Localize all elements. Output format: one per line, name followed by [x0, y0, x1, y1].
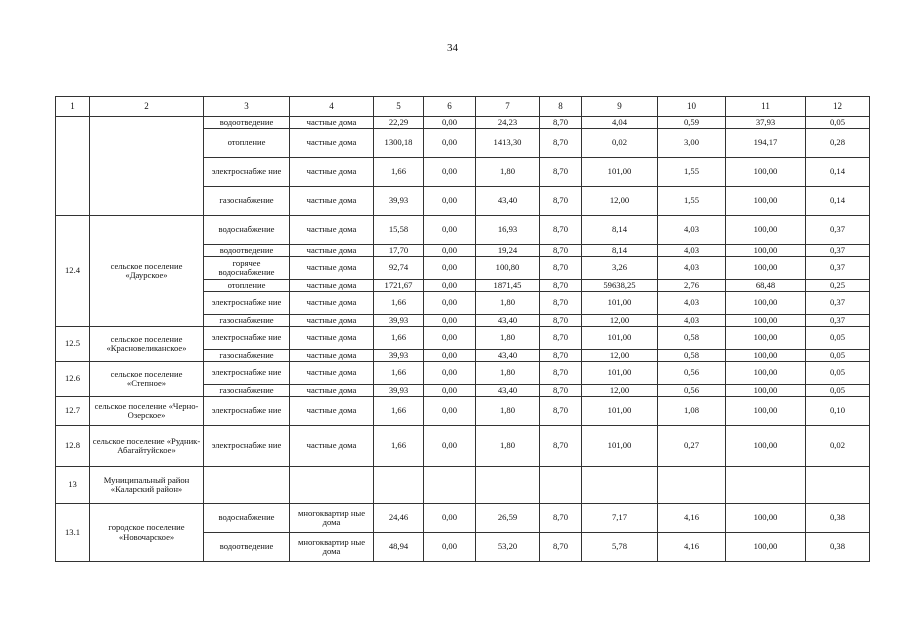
table-row: [56, 327, 870, 350]
value-cell: 0,14: [806, 158, 870, 187]
value-cell: 1,66: [374, 397, 424, 426]
value-cell: 0,00: [424, 129, 476, 158]
table-row: [56, 362, 870, 385]
value-cell: 8,70: [540, 315, 582, 327]
empty-cell: [582, 467, 658, 504]
value-cell: 17,70: [374, 245, 424, 257]
table-row: [56, 426, 870, 467]
value-cell: 0,00: [424, 187, 476, 216]
value-cell: 1,66: [374, 158, 424, 187]
value-cell: 100,00: [726, 533, 806, 562]
column-header: 3: [204, 97, 290, 117]
value-cell: 0,00: [424, 504, 476, 533]
value-cell: 8,70: [540, 117, 582, 129]
column-header: 12: [806, 97, 870, 117]
empty-cell: [540, 467, 582, 504]
value-cell: 12,00: [582, 315, 658, 327]
value-cell: 100,00: [726, 292, 806, 315]
service-cell: электроснабже ние: [204, 292, 290, 315]
value-cell: 0,37: [806, 245, 870, 257]
value-cell: 100,00: [726, 504, 806, 533]
value-cell: 8,70: [540, 129, 582, 158]
empty-cell: [290, 467, 374, 504]
housing-type-cell: частные дома: [290, 117, 374, 129]
row-number-cell: 12.4: [56, 216, 90, 327]
service-cell: газоснабжение: [204, 385, 290, 397]
value-cell: 8,70: [540, 350, 582, 362]
value-cell: 1,08: [658, 397, 726, 426]
table-row: [56, 504, 870, 533]
value-cell: 0,00: [424, 257, 476, 280]
row-number-cell: 12.7: [56, 397, 90, 426]
value-cell: 0,05: [806, 117, 870, 129]
housing-type-cell: частные дома: [290, 245, 374, 257]
value-cell: 8,70: [540, 426, 582, 467]
value-cell: 100,00: [726, 327, 806, 350]
empty-cell: [806, 467, 870, 504]
value-cell: 22,29: [374, 117, 424, 129]
value-cell: 39,93: [374, 315, 424, 327]
value-cell: 0,05: [806, 362, 870, 385]
value-cell: 59638,25: [582, 280, 658, 292]
value-cell: 100,00: [726, 158, 806, 187]
housing-type-cell: частные дома: [290, 280, 374, 292]
column-header: 2: [90, 97, 204, 117]
value-cell: 101,00: [582, 397, 658, 426]
page-number: 34: [447, 42, 458, 54]
settlement-name-cell: сельское поселение «Красновеликанское»: [90, 327, 204, 362]
value-cell: 8,70: [540, 292, 582, 315]
table-row: [56, 117, 870, 129]
value-cell: 0,14: [806, 187, 870, 216]
column-header: 8: [540, 97, 582, 117]
settlement-name-cell: сельское поселение «Черно-Озерское»: [90, 397, 204, 426]
value-cell: 100,00: [726, 362, 806, 385]
value-cell: 0,38: [806, 533, 870, 562]
value-cell: 37,93: [726, 117, 806, 129]
empty-cell: [424, 467, 476, 504]
column-header: 4: [290, 97, 374, 117]
value-cell: 194,17: [726, 129, 806, 158]
value-cell: 100,00: [726, 397, 806, 426]
empty-cell: [658, 467, 726, 504]
service-cell: отопление: [204, 280, 290, 292]
value-cell: 0,02: [582, 129, 658, 158]
value-cell: 0,25: [806, 280, 870, 292]
value-cell: 0,00: [424, 315, 476, 327]
value-cell: 0,05: [806, 327, 870, 350]
value-cell: 12,00: [582, 385, 658, 397]
value-cell: 0,37: [806, 292, 870, 315]
value-cell: 0,00: [424, 385, 476, 397]
service-cell: водоснабжение: [204, 216, 290, 245]
value-cell: 1413,30: [476, 129, 540, 158]
value-cell: 8,70: [540, 158, 582, 187]
value-cell: 100,00: [726, 187, 806, 216]
value-cell: 8,70: [540, 397, 582, 426]
value-cell: 1,66: [374, 292, 424, 315]
value-cell: 100,00: [726, 245, 806, 257]
column-header: 10: [658, 97, 726, 117]
value-cell: 100,00: [726, 257, 806, 280]
column-header: 5: [374, 97, 424, 117]
value-cell: 1,80: [476, 292, 540, 315]
housing-type-cell: частные дома: [290, 129, 374, 158]
value-cell: 0,37: [806, 315, 870, 327]
value-cell: 3,26: [582, 257, 658, 280]
value-cell: 8,70: [540, 362, 582, 385]
value-cell: 4,16: [658, 533, 726, 562]
column-header: 1: [56, 97, 90, 117]
header-row: [56, 97, 870, 117]
value-cell: 101,00: [582, 362, 658, 385]
service-cell: водоснабжение: [204, 504, 290, 533]
housing-type-cell: частные дома: [290, 350, 374, 362]
value-cell: 43,40: [476, 385, 540, 397]
value-cell: 1,66: [374, 327, 424, 350]
service-cell: водоотведение: [204, 117, 290, 129]
value-cell: 0,00: [424, 117, 476, 129]
value-cell: 12,00: [582, 187, 658, 216]
value-cell: 48,94: [374, 533, 424, 562]
value-cell: 0,38: [806, 504, 870, 533]
value-cell: 0,27: [658, 426, 726, 467]
housing-type-cell: частные дома: [290, 315, 374, 327]
value-cell: 0,00: [424, 327, 476, 350]
settlement-name-cell: сельское поселение «Даурское»: [90, 216, 204, 327]
value-cell: 8,70: [540, 533, 582, 562]
empty-cell: [726, 467, 806, 504]
empty-cell: [476, 467, 540, 504]
row-number-cell: 12.5: [56, 327, 90, 362]
value-cell: 43,40: [476, 350, 540, 362]
value-cell: 1,55: [658, 187, 726, 216]
housing-type-cell: частные дома: [290, 385, 374, 397]
row-number-cell: 13.1: [56, 504, 90, 562]
housing-type-cell: частные дома: [290, 257, 374, 280]
value-cell: 68,48: [726, 280, 806, 292]
district-name-cell: Муниципальный район «Каларский район»: [90, 467, 204, 504]
service-cell: электроснабже ние: [204, 426, 290, 467]
value-cell: 1,80: [476, 426, 540, 467]
value-cell: 0,10: [806, 397, 870, 426]
value-cell: 8,70: [540, 504, 582, 533]
value-cell: 100,00: [726, 385, 806, 397]
value-cell: 1,55: [658, 158, 726, 187]
service-cell: газоснабжение: [204, 350, 290, 362]
value-cell: 1,66: [374, 426, 424, 467]
value-cell: 1,80: [476, 327, 540, 350]
value-cell: 8,70: [540, 327, 582, 350]
value-cell: 8,70: [540, 257, 582, 280]
value-cell: 0,05: [806, 385, 870, 397]
value-cell: 0,28: [806, 129, 870, 158]
service-cell: горячее водоснабжение: [204, 257, 290, 280]
row-number-cell: 12.8: [56, 426, 90, 467]
value-cell: 3,00: [658, 129, 726, 158]
settlement-name-cell: сельское поселение «Рудник-Абагайтуйское»: [90, 426, 204, 467]
value-cell: 100,00: [726, 216, 806, 245]
row-number-cell: 12.6: [56, 362, 90, 397]
value-cell: 1,80: [476, 158, 540, 187]
value-cell: 100,80: [476, 257, 540, 280]
value-cell: 0,00: [424, 426, 476, 467]
value-cell: 1,80: [476, 397, 540, 426]
housing-type-cell: частные дома: [290, 292, 374, 315]
data-table: [55, 96, 870, 562]
value-cell: 8,14: [582, 216, 658, 245]
value-cell: 0,58: [658, 327, 726, 350]
housing-type-cell: частные дома: [290, 327, 374, 350]
settlement-name-cell: городское поселение «Новочарское»: [90, 504, 204, 562]
service-cell: газоснабжение: [204, 315, 290, 327]
value-cell: 1871,45: [476, 280, 540, 292]
service-cell: газоснабжение: [204, 187, 290, 216]
value-cell: 8,14: [582, 245, 658, 257]
housing-type-cell: многоквартир ные дома: [290, 533, 374, 562]
value-cell: 43,40: [476, 187, 540, 216]
value-cell: 0,00: [424, 397, 476, 426]
value-cell: 5,78: [582, 533, 658, 562]
value-cell: 4,03: [658, 315, 726, 327]
value-cell: 16,93: [476, 216, 540, 245]
column-header: 7: [476, 97, 540, 117]
value-cell: 2,76: [658, 280, 726, 292]
value-cell: 8,70: [540, 245, 582, 257]
empty-cell: [374, 467, 424, 504]
value-cell: 24,46: [374, 504, 424, 533]
row-number-cell: 13: [56, 467, 90, 504]
housing-type-cell: частные дома: [290, 187, 374, 216]
service-cell: водоотведение: [204, 533, 290, 562]
settlement-name-cell: [90, 117, 204, 216]
value-cell: 100,00: [726, 315, 806, 327]
value-cell: 101,00: [582, 327, 658, 350]
value-cell: 15,58: [374, 216, 424, 245]
value-cell: 1721,67: [374, 280, 424, 292]
service-cell: электроснабже ние: [204, 327, 290, 350]
value-cell: 26,59: [476, 504, 540, 533]
value-cell: 39,93: [374, 187, 424, 216]
value-cell: 24,23: [476, 117, 540, 129]
value-cell: 0,00: [424, 533, 476, 562]
value-cell: 4,03: [658, 216, 726, 245]
value-cell: 101,00: [582, 158, 658, 187]
service-cell: водоотведение: [204, 245, 290, 257]
value-cell: 0,37: [806, 257, 870, 280]
value-cell: 4,16: [658, 504, 726, 533]
housing-type-cell: частные дома: [290, 426, 374, 467]
value-cell: 8,70: [540, 280, 582, 292]
value-cell: 1300,18: [374, 129, 424, 158]
column-header: 9: [582, 97, 658, 117]
table-row: [56, 397, 870, 426]
value-cell: 0,00: [424, 292, 476, 315]
housing-type-cell: частные дома: [290, 362, 374, 385]
housing-type-cell: многоквартир ные дома: [290, 504, 374, 533]
housing-type-cell: частные дома: [290, 397, 374, 426]
column-header: 6: [424, 97, 476, 117]
value-cell: 0,00: [424, 216, 476, 245]
value-cell: 0,59: [658, 117, 726, 129]
value-cell: 0,00: [424, 245, 476, 257]
value-cell: 8,70: [540, 385, 582, 397]
value-cell: 0,58: [658, 350, 726, 362]
table-row: [56, 467, 870, 504]
value-cell: 100,00: [726, 426, 806, 467]
value-cell: 0,56: [658, 385, 726, 397]
value-cell: 39,93: [374, 350, 424, 362]
value-cell: 12,00: [582, 350, 658, 362]
service-cell: электроснабже ние: [204, 362, 290, 385]
value-cell: 0,02: [806, 426, 870, 467]
service-cell: электроснабже ние: [204, 158, 290, 187]
value-cell: 0,05: [806, 350, 870, 362]
value-cell: 53,20: [476, 533, 540, 562]
table-row: [56, 216, 870, 245]
value-cell: 7,17: [582, 504, 658, 533]
value-cell: 4,03: [658, 245, 726, 257]
row-number-cell: [56, 117, 90, 216]
value-cell: 1,66: [374, 362, 424, 385]
value-cell: 4,03: [658, 292, 726, 315]
value-cell: 8,70: [540, 187, 582, 216]
value-cell: 101,00: [582, 292, 658, 315]
value-cell: 0,00: [424, 158, 476, 187]
column-header: 11: [726, 97, 806, 117]
value-cell: 0,00: [424, 280, 476, 292]
service-cell: электроснабже ние: [204, 397, 290, 426]
value-cell: 92,74: [374, 257, 424, 280]
housing-type-cell: частные дома: [290, 216, 374, 245]
empty-cell: [204, 467, 290, 504]
value-cell: 4,03: [658, 257, 726, 280]
value-cell: 0,00: [424, 350, 476, 362]
value-cell: 4,04: [582, 117, 658, 129]
value-cell: 101,00: [582, 426, 658, 467]
value-cell: 0,37: [806, 216, 870, 245]
value-cell: 0,56: [658, 362, 726, 385]
service-cell: отопление: [204, 129, 290, 158]
value-cell: 0,00: [424, 362, 476, 385]
housing-type-cell: частные дома: [290, 158, 374, 187]
value-cell: 39,93: [374, 385, 424, 397]
value-cell: 100,00: [726, 350, 806, 362]
value-cell: 8,70: [540, 216, 582, 245]
settlement-name-cell: сельское поселение «Степное»: [90, 362, 204, 397]
value-cell: 1,80: [476, 362, 540, 385]
value-cell: 19,24: [476, 245, 540, 257]
value-cell: 43,40: [476, 315, 540, 327]
